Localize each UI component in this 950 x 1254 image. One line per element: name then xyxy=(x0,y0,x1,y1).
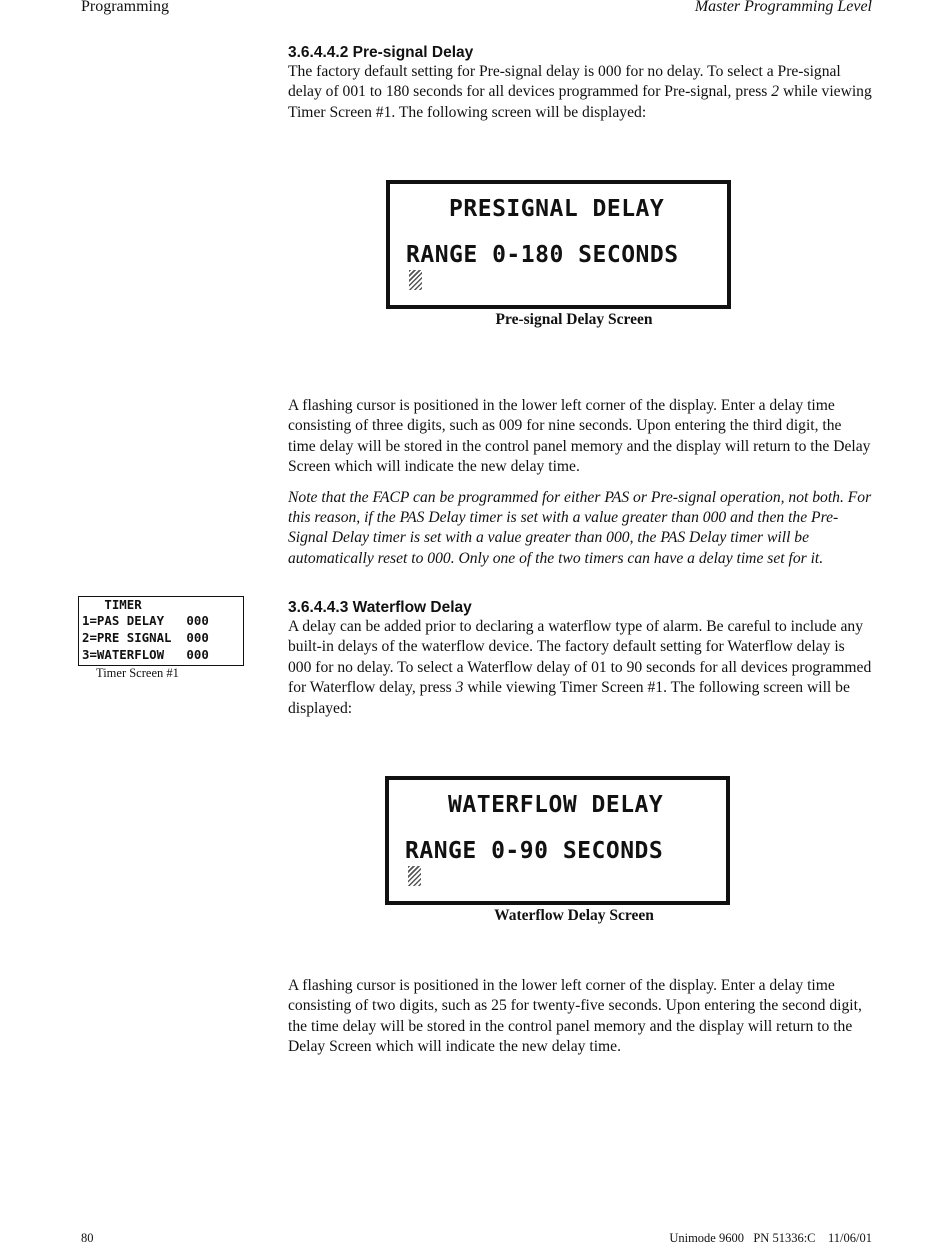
pre-signal-heading: 3.6.4.4.2 Pre-signal Delay xyxy=(288,44,474,61)
pre-signal-note: Note that the FACP can be programmed for either PAS or Pre-signal operation, not both. For this reason, if the PAS Delay timer is set with a value greater than 000 and then the Pre-Signal Delay timer is set with a value greater than 000, the PAS Delay timer will be automatically reset to 000. Only one of the two timers can have a delay time set for it. xyxy=(288,488,872,567)
pre-signal-cursor-paragraph: A flashing cursor is positioned in the lower left corner of the display. Enter a delay time consisting of three digits, such as 009 for nine seconds. Upon entering the third digit, the time delay will be stored in the control panel memory and the display will return to the Delay Screen which will indicate the new delay time. xyxy=(288,397,871,476)
header-section-title: Programming xyxy=(81,0,169,15)
lcd-cursor xyxy=(409,270,422,290)
lcd-title-line: WATERFLOW DELAY xyxy=(405,792,664,818)
waterflow-cursor-paragraph: A flashing cursor is positioned in the lower left corner of the display. Enter a delay time consisting of two digits, such as 25 for twenty-five seconds. Upon entering the second digit, the time delay will be stored in the control panel memory and the display will return to the Delay Screen which will indicate the new delay time. xyxy=(288,977,862,1056)
pre-signal-intro: The factory default setting for Pre-signal delay is 000 for no delay. To select a Pre-signal delay of 001 to 180 seconds for all devices programmed for Pre-signal, press 2 while viewing Timer Screen #1. The following screen will be displayed: xyxy=(288,63,872,121)
lcd-title-line: PRESIGNAL DELAY xyxy=(406,196,665,222)
pre-signal-body xyxy=(288,396,872,569)
page-number: 80 xyxy=(81,1231,94,1245)
lcd-cursor xyxy=(408,866,421,886)
pre-signal-lcd-display xyxy=(386,180,731,309)
waterflow-lcd-display xyxy=(385,776,730,905)
waterflow-section xyxy=(288,598,872,719)
document-id: Unimode 9600 PN 51336:C 11/06/01 xyxy=(669,1231,872,1245)
waterflow-caption: Waterflow Delay Screen xyxy=(494,907,654,924)
header-level-title: Master Programming Level xyxy=(694,0,872,15)
key-2: 2 xyxy=(771,83,780,101)
timer-line-waterflow: 3=WATERFLOW 000 xyxy=(82,647,209,662)
timer-screen-display xyxy=(78,596,244,666)
timer-line-pas: 1=PAS DELAY 000 xyxy=(82,613,209,628)
timer-line-pre-signal: 2=PRE SIGNAL 000 xyxy=(82,630,209,645)
key-3: 3 xyxy=(455,679,464,697)
pre-signal-caption: Pre-signal Delay Screen xyxy=(495,311,653,328)
timer-line-title: TIMER xyxy=(82,597,142,612)
waterflow-heading: 3.6.4.4.3 Waterflow Delay xyxy=(288,599,472,616)
timer-screen-caption: Timer Screen #1 xyxy=(96,666,179,680)
waterflow-intro: A delay can be added prior to declaring a waterflow type of alarm. Be careful to include any built-in delays of the waterflow device. The factory default setting for Waterflow delay is 000 for no delay. To select a Waterflow delay of 01 to 90 seconds for all devices programmed for Waterflow delay, press 3 while viewing Timer Screen #1. The following screen will be displayed: xyxy=(288,618,872,717)
lcd-range-line: RANGE 0-90 SECONDS xyxy=(405,838,664,864)
waterflow-body xyxy=(288,976,872,1058)
lcd-range-line: RANGE 0-180 SECONDS xyxy=(406,242,679,268)
pre-signal-section xyxy=(288,43,872,123)
